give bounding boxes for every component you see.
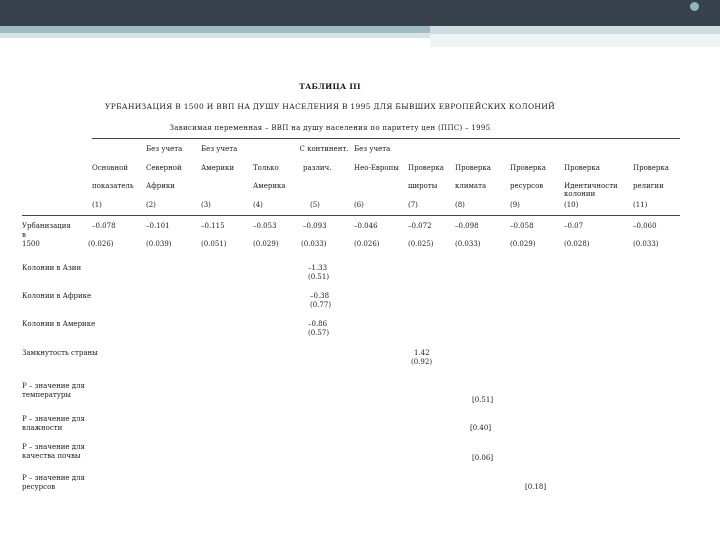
row-resources-label1: P – значение для [22, 474, 85, 482]
america-value: –0.86 [308, 320, 328, 328]
row-landlocked-label: Замкнутость страны [22, 349, 98, 357]
col-8-num: (8) [455, 201, 465, 209]
row-temp-label2: температуры [22, 391, 71, 399]
col-5-top: С континент. [299, 145, 349, 153]
col-9-line1: Проверка [510, 164, 546, 172]
col-6-num: (6) [354, 201, 364, 209]
header-band-light [0, 33, 430, 38]
table-subtitle: УРБАНИЗАЦИЯ В 1500 И ВВП НА ДУШУ НАСЕЛЕНИЯ В 1995 ДЛЯ БЫВШИХ ЕВРОПЕЙСКИХ КОЛОНИЙ [105, 102, 555, 111]
coef-3: –0.115 [201, 222, 225, 230]
se-8: (0.033) [455, 240, 481, 248]
col-4-line2: Америка [253, 182, 286, 190]
coef-4: –0.053 [253, 222, 277, 230]
coef-6: –0.046 [354, 222, 378, 230]
header-band-right [430, 26, 720, 34]
col-10-num: (10) [564, 201, 579, 209]
accent-dot [690, 2, 699, 11]
se-10: (0.028) [564, 240, 590, 248]
row-soil-label2: качества почвы [22, 452, 81, 460]
col-10-line1: Проверка [564, 164, 600, 172]
row-africa-label: Колонии в Африке [22, 292, 92, 300]
col-1-num: (1) [92, 201, 102, 209]
row-urban-label2: в [22, 231, 26, 239]
row-temp-label1: P – значение для [22, 382, 85, 390]
coef-10: –0.07 [564, 222, 584, 230]
col-8-line1: Проверка [455, 164, 491, 172]
africa-se: (0.77) [310, 301, 332, 309]
col-10-line2: Идентичности колонии [564, 182, 618, 198]
col-9-num: (9) [510, 201, 520, 209]
col-1-line2: показатель [92, 182, 134, 190]
col-5-num: (5) [310, 201, 320, 209]
col-6-line1: Нео-Европы [354, 164, 399, 172]
soil-pvalue: [0.06] [472, 454, 494, 462]
asia-value: –1.33 [308, 264, 328, 272]
col-7-line1: Проверка [408, 164, 444, 172]
col-2-line1: Северной [146, 164, 182, 172]
coef-1: –0.078 [92, 222, 116, 230]
se-7: (0.025) [408, 240, 434, 248]
coef-2: –0.101 [146, 222, 170, 230]
se-2: (0.039) [146, 240, 172, 248]
col-4-line1: Только [253, 164, 279, 172]
asia-se: (0.51) [308, 273, 330, 281]
landlocked-se: (0.92) [411, 358, 433, 366]
row-asia-label: Колонии в Азии [22, 264, 82, 272]
col-7-num: (7) [408, 201, 418, 209]
africa-value: –0.38 [310, 292, 330, 300]
header-band [0, 26, 430, 33]
row-urban-label3: 1500 [22, 240, 40, 248]
body-rule [22, 215, 680, 216]
col-5-line1: различ. [303, 164, 332, 172]
coef-7: –0.072 [408, 222, 432, 230]
col-4-num: (4) [253, 201, 263, 209]
row-urban-label1: Урбанизация [22, 222, 71, 230]
se-1: (0.026) [88, 240, 114, 248]
header-rule [92, 138, 680, 139]
col-11-num: (11) [633, 201, 648, 209]
temp-pvalue: [0.51] [472, 396, 494, 404]
se-4: (0.029) [253, 240, 279, 248]
se-9: (0.029) [510, 240, 536, 248]
col-6-top: Без учета [354, 145, 391, 153]
col-3-num: (3) [201, 201, 211, 209]
col-7-line2: широты [408, 182, 438, 190]
col-8-line2: климата [455, 182, 487, 190]
america-se: (0.57) [308, 329, 330, 337]
col-9-line2: ресурсов [510, 182, 544, 190]
col-11-line1: Проверка [633, 164, 669, 172]
se-3: (0.051) [201, 240, 227, 248]
se-11: (0.033) [633, 240, 659, 248]
coef-8: –0.098 [455, 222, 479, 230]
col-2-num: (2) [146, 201, 156, 209]
top-bar [0, 0, 720, 26]
coef-5: –0.093 [303, 222, 327, 230]
row-humid-label2: влажности [22, 424, 63, 432]
col-1-line1: Основной [92, 164, 129, 172]
header-band-right-light [430, 34, 720, 47]
col-11-line2: религии [633, 182, 664, 190]
coef-11: –0.060 [633, 222, 657, 230]
se-6: (0.026) [354, 240, 380, 248]
resources-pvalue: [0.18] [525, 483, 547, 491]
landlocked-value: 1.42 [414, 349, 430, 357]
coef-9: –0.058 [510, 222, 534, 230]
col-3-top: Без учета [201, 145, 238, 153]
row-soil-label1: P – значение для [22, 443, 85, 451]
se-5: (0.033) [301, 240, 327, 248]
humid-pvalue: [0.40] [470, 424, 492, 432]
row-america-label: Колонии в Америке [22, 320, 96, 328]
dependent-variable: Зависимая переменная – ВВП на душу населения по паритету цен (ППС) – 1995 [169, 124, 491, 132]
table-title: ТАБЛИЦА III [299, 82, 361, 91]
col-3-line1: Америки [201, 164, 235, 172]
col-2-top: Без учета [146, 145, 183, 153]
row-resources-label2: ресурсов [22, 483, 56, 491]
row-humid-label1: P – значение для [22, 415, 85, 423]
col-2-line2: Африки [146, 182, 175, 190]
